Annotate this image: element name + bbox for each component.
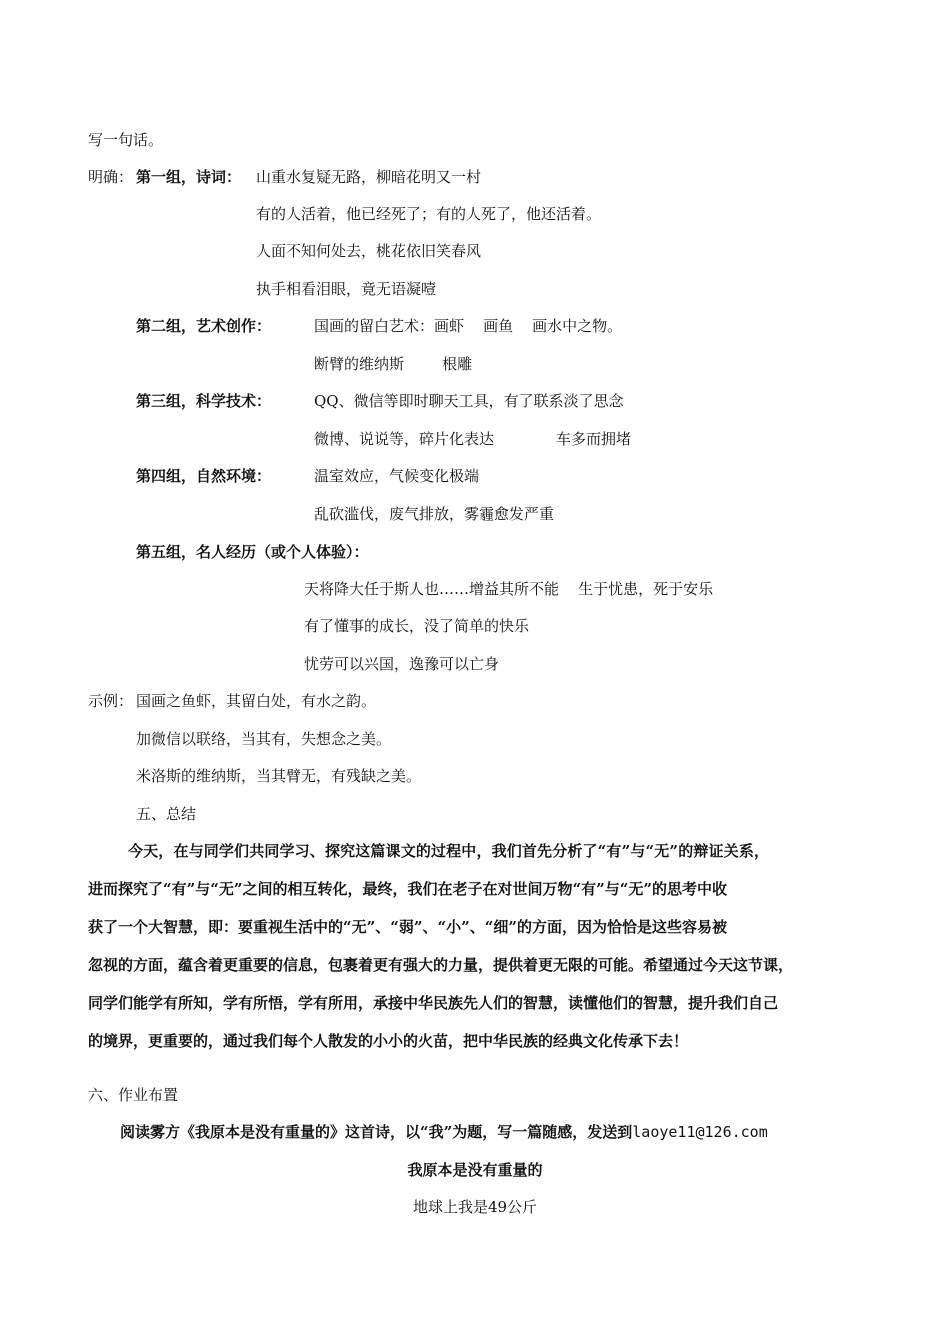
group1-line: 山重水复疑无路，柳暗花明又一村: [256, 168, 482, 186]
summary-line: 进而探究了“有”与“无”之间的相互转化，最终，我们在老子在对世间万物“有”与“无”的思考中收: [88, 880, 728, 898]
group1-line: 人面不知何处去，桃花依旧笑春风: [256, 242, 482, 260]
summary-line: 的境界，更重要的，通过我们每个人散发的小小的火苗，把中华民族的经典文化传承下去！: [88, 1032, 689, 1050]
shili-prefix: 示例：: [88, 692, 134, 710]
mingque-prefix: 明确：: [88, 168, 134, 186]
assignment-line: [120, 1122, 768, 1142]
group5-label: 第五组，名人经历（或个人体验）：: [136, 543, 369, 561]
group4-line: 乱砍滥伐，废气排放，雾霾愈发严重: [314, 505, 555, 523]
summary-paragraph: [88, 832, 878, 1060]
assignment-text: 阅读雾方《我原本是没有重量的》这首诗，以“我”为题，写一篇随感，发送到: [120, 1123, 633, 1141]
group1-line: 有的人活着，他已经死了；有的人死了，他还活着。: [256, 205, 602, 223]
summary-line: 同学们能学有所知，学有所悟，学有所用，承接中华民族先人们的智慧，读懂他们的智慧，提升我们自己: [88, 994, 779, 1012]
group3-label: 第三组，科学技术：: [136, 392, 272, 410]
section6-heading: 六、作业布置: [88, 1086, 179, 1104]
group3-line: 微博、说说等，碎片化表达 车多而拥堵: [314, 430, 631, 448]
group1-line: 执手相看泪眼，竟无语凝噎: [256, 280, 437, 298]
group1-label: 第一组，诗词：: [136, 168, 242, 186]
summary-line: 今天，在与同学们共同学习、探究这篇课文的过程中，我们首先分析了“有”与“无”的辩证关系，: [128, 842, 770, 860]
group4-label: 第四组，自然环境：: [136, 467, 272, 485]
summary-line: 获了一个大智慧，即：要重视生活中的“无”、“弱”、“小”、“细”的方面，因为恰恰是这些容易被: [88, 918, 728, 936]
group5-line: 有了懂事的成长，没了简单的快乐: [304, 617, 530, 635]
section5-heading: 五、总结: [136, 805, 197, 823]
group2-line: 国画的留白艺术：画虾 画鱼 画水中之物。: [314, 317, 623, 335]
example-line: 加微信以联络，当其有，失想念之美。: [136, 730, 392, 748]
poem-title: 我原本是没有重量的: [407, 1161, 543, 1179]
group4-line: 温室效应，气候变化极端: [314, 467, 480, 485]
group5-line: 忧劳可以兴国，逸豫可以亡身: [304, 655, 500, 673]
group3-line: QQ、微信等即时聊天工具，有了联系淡了思念: [314, 392, 624, 410]
example-line: 米洛斯的维纳斯，当其臂无，有残缺之美。: [136, 767, 422, 785]
group5-line: 天将降大任于斯人也……增益其所不能 生于忧患，死于安乐: [304, 580, 714, 598]
group2-label: 第二组，艺术创作：: [136, 317, 272, 335]
group2-line: 断臂的维纳斯 根雕: [314, 355, 473, 373]
email-link[interactable]: laoye11@126.com: [632, 1123, 768, 1141]
summary-line: 忽视的方面，蕴含着更重要的信息，包裹着更有强大的力量，提供着更无限的可能。希望通过今天这节课，: [88, 956, 794, 974]
poem-line: 地球上我是49公斤: [412, 1198, 538, 1216]
intro-line: 写一句话。: [88, 131, 164, 149]
example-line: 国画之鱼虾，其留白处，有水之韵。: [136, 692, 377, 710]
